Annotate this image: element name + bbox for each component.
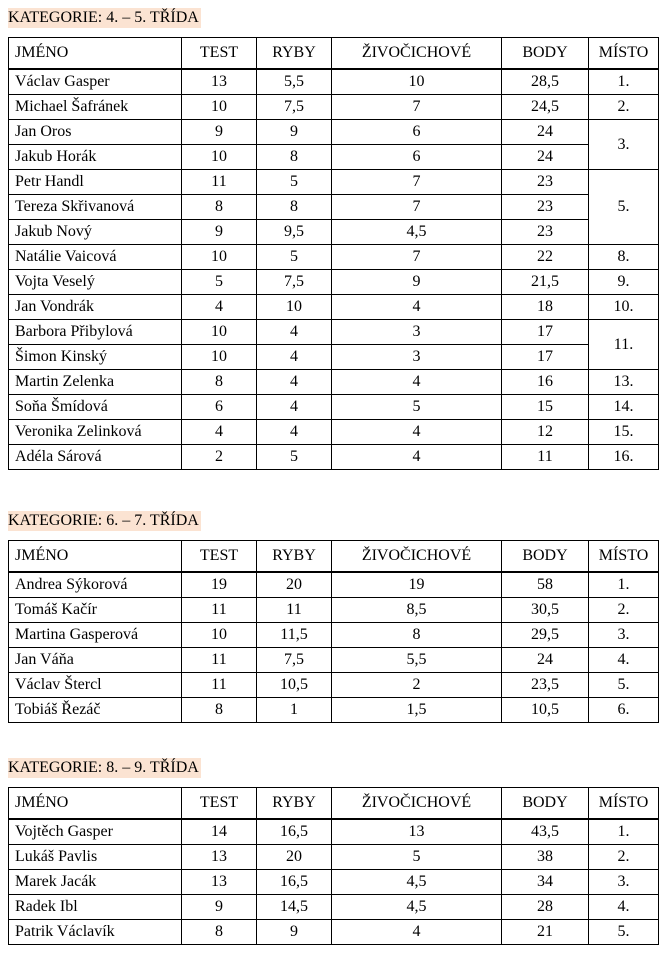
cell-name: Tobiáš Řezáč — [9, 698, 182, 723]
column-header-body: BODY — [502, 38, 589, 70]
cell-zivocichove: 5 — [332, 395, 502, 420]
header-row — [9, 38, 659, 70]
cell-test: 11 — [182, 170, 257, 195]
cell-name: Radek Ibl — [9, 895, 182, 920]
cell-zivocichove: 19 — [332, 572, 502, 598]
cell-misto: 1. — [589, 819, 659, 845]
cell-zivocichove: 4 — [332, 370, 502, 395]
cell-test: 13 — [182, 845, 257, 870]
cell-ryby: 20 — [257, 845, 332, 870]
cell-name: Jan Vondrák — [9, 295, 182, 320]
cell-ryby: 4 — [257, 395, 332, 420]
cell-body: 24,5 — [502, 95, 589, 120]
cell-body: 10,5 — [502, 698, 589, 723]
cell-misto: 1. — [589, 572, 659, 598]
table-row — [9, 245, 659, 270]
results-table — [8, 787, 659, 945]
cell-misto: 4. — [589, 648, 659, 673]
column-header-misto: MÍSTO — [589, 541, 659, 573]
cell-misto: 5. — [589, 170, 659, 245]
column-header-test: TEST — [182, 38, 257, 70]
cell-name: Vojtěch Gasper — [9, 819, 182, 845]
cell-ryby: 7,5 — [257, 95, 332, 120]
column-header-body: BODY — [502, 541, 589, 573]
cell-name: Vojta Veselý — [9, 270, 182, 295]
cell-body: 24 — [502, 120, 589, 145]
cell-name: Jan Váňa — [9, 648, 182, 673]
cell-body: 11 — [502, 445, 589, 470]
cell-body: 34 — [502, 870, 589, 895]
table-row — [9, 220, 659, 245]
cell-test: 10 — [182, 145, 257, 170]
cell-test: 9 — [182, 895, 257, 920]
cell-name: Patrik Václavík — [9, 920, 182, 945]
cell-body: 23,5 — [502, 673, 589, 698]
table-row — [9, 572, 659, 598]
table-row — [9, 648, 659, 673]
cell-zivocichove: 5,5 — [332, 648, 502, 673]
cell-zivocichove: 10 — [332, 69, 502, 95]
cell-test: 4 — [182, 295, 257, 320]
cell-zivocichove: 4 — [332, 445, 502, 470]
cell-body: 17 — [502, 320, 589, 345]
column-header-ryby: RYBY — [257, 788, 332, 820]
cell-test: 10 — [182, 95, 257, 120]
cell-test: 10 — [182, 320, 257, 345]
table-row — [9, 395, 659, 420]
cell-test: 10 — [182, 245, 257, 270]
cell-zivocichove: 8,5 — [332, 598, 502, 623]
cell-test: 19 — [182, 572, 257, 598]
column-header-zivocichove: ŽIVOČICHOVÉ — [332, 788, 502, 820]
cell-misto: 14. — [589, 395, 659, 420]
category-title: KATEGORIE: 6. – 7. TŘÍDA — [8, 512, 199, 529]
table-row — [9, 598, 659, 623]
cell-ryby: 4 — [257, 370, 332, 395]
cell-zivocichove: 7 — [332, 95, 502, 120]
table-row — [9, 420, 659, 445]
cell-name: Veronika Zelinková — [9, 420, 182, 445]
table-row — [9, 673, 659, 698]
cell-name: Martin Zelenka — [9, 370, 182, 395]
cell-test: 8 — [182, 195, 257, 220]
cell-ryby: 5 — [257, 170, 332, 195]
cell-zivocichove: 6 — [332, 120, 502, 145]
cell-ryby: 16,5 — [257, 870, 332, 895]
cell-ryby: 20 — [257, 572, 332, 598]
cell-ryby: 11,5 — [257, 623, 332, 648]
cell-misto: 2. — [589, 845, 659, 870]
cell-ryby: 8 — [257, 195, 332, 220]
cell-misto: 2. — [589, 598, 659, 623]
cell-body: 29,5 — [502, 623, 589, 648]
cell-test: 5 — [182, 270, 257, 295]
table-row — [9, 819, 659, 845]
cell-name: Václav Gasper — [9, 69, 182, 95]
column-header-test: TEST — [182, 541, 257, 573]
table-row — [9, 445, 659, 470]
cell-misto: 5. — [589, 920, 659, 945]
cell-misto: 16. — [589, 445, 659, 470]
cell-test: 9 — [182, 220, 257, 245]
cell-name: Barbora Přibylová — [9, 320, 182, 345]
cell-ryby: 9 — [257, 920, 332, 945]
column-header-test: TEST — [182, 788, 257, 820]
cell-body: 23 — [502, 195, 589, 220]
cell-test: 10 — [182, 345, 257, 370]
cell-zivocichove: 3 — [332, 320, 502, 345]
results-table — [8, 37, 659, 470]
table-row — [9, 170, 659, 195]
cell-ryby: 10 — [257, 295, 332, 320]
cell-ryby: 4 — [257, 345, 332, 370]
cell-zivocichove: 2 — [332, 673, 502, 698]
cell-name: Marek Jacák — [9, 870, 182, 895]
cell-ryby: 4 — [257, 320, 332, 345]
cell-test: 2 — [182, 445, 257, 470]
cell-ryby: 4 — [257, 420, 332, 445]
cell-ryby: 9,5 — [257, 220, 332, 245]
cell-zivocichove: 8 — [332, 623, 502, 648]
column-header-misto: MÍSTO — [589, 788, 659, 820]
cell-name: Soňa Šmídová — [9, 395, 182, 420]
cell-misto: 4. — [589, 895, 659, 920]
cell-misto: 6. — [589, 698, 659, 723]
category-title: KATEGORIE: 8. – 9. TŘÍDA — [8, 759, 199, 776]
cell-name: Adéla Sárová — [9, 445, 182, 470]
cell-name: Andrea Sýkorová — [9, 572, 182, 598]
cell-misto: 15. — [589, 420, 659, 445]
cell-test: 8 — [182, 698, 257, 723]
cell-name: Tereza Skřivanová — [9, 195, 182, 220]
cell-body: 28,5 — [502, 69, 589, 95]
column-header-body: BODY — [502, 788, 589, 820]
table-row — [9, 69, 659, 95]
cell-misto: 3. — [589, 870, 659, 895]
header-row — [9, 541, 659, 573]
column-header-name: JMÉNO — [9, 788, 182, 820]
cell-test: 11 — [182, 673, 257, 698]
cell-test: 9 — [182, 120, 257, 145]
table-row — [9, 120, 659, 145]
cell-ryby: 11 — [257, 598, 332, 623]
cell-zivocichove: 4,5 — [332, 870, 502, 895]
cell-body: 24 — [502, 648, 589, 673]
cell-misto: 10. — [589, 295, 659, 320]
cell-misto: 11. — [589, 320, 659, 370]
cell-name: Martina Gasperová — [9, 623, 182, 648]
table-row — [9, 623, 659, 648]
cell-zivocichove: 6 — [332, 145, 502, 170]
cell-name: Lukáš Pavlis — [9, 845, 182, 870]
table-row — [9, 870, 659, 895]
cell-misto: 3. — [589, 623, 659, 648]
cell-ryby: 5 — [257, 445, 332, 470]
cell-zivocichove: 13 — [332, 819, 502, 845]
cell-ryby: 10,5 — [257, 673, 332, 698]
cell-zivocichove: 9 — [332, 270, 502, 295]
table-row — [9, 370, 659, 395]
cell-test: 8 — [182, 370, 257, 395]
table-row — [9, 295, 659, 320]
cell-name: Šimon Kinský — [9, 345, 182, 370]
cell-name: Natálie Vaicová — [9, 245, 182, 270]
column-header-name: JMÉNO — [9, 541, 182, 573]
cell-body: 15 — [502, 395, 589, 420]
cell-zivocichove: 3 — [332, 345, 502, 370]
cell-misto: 3. — [589, 120, 659, 170]
cell-zivocichove: 1,5 — [332, 698, 502, 723]
cell-ryby: 7,5 — [257, 648, 332, 673]
cell-misto: 9. — [589, 270, 659, 295]
table-row — [9, 920, 659, 945]
table-row — [9, 270, 659, 295]
cell-name: Michael Šafránek — [9, 95, 182, 120]
cell-test: 13 — [182, 870, 257, 895]
cell-body: 21,5 — [502, 270, 589, 295]
cell-misto: 5. — [589, 673, 659, 698]
cell-body: 58 — [502, 572, 589, 598]
column-header-name: JMÉNO — [9, 38, 182, 70]
cell-body: 21 — [502, 920, 589, 945]
cell-misto: 1. — [589, 69, 659, 95]
cell-ryby: 5,5 — [257, 69, 332, 95]
cell-name: Petr Handl — [9, 170, 182, 195]
cell-test: 14 — [182, 819, 257, 845]
table-row — [9, 195, 659, 220]
cell-ryby: 9 — [257, 120, 332, 145]
category-title-wrap — [8, 8, 201, 28]
table-row — [9, 320, 659, 345]
cell-ryby: 8 — [257, 145, 332, 170]
cell-zivocichove: 7 — [332, 245, 502, 270]
column-header-zivocichove: ŽIVOČICHOVÉ — [332, 38, 502, 70]
cell-test: 11 — [182, 598, 257, 623]
cell-body: 16 — [502, 370, 589, 395]
column-header-ryby: RYBY — [257, 541, 332, 573]
cell-ryby: 7,5 — [257, 270, 332, 295]
cell-test: 11 — [182, 648, 257, 673]
table-row — [9, 145, 659, 170]
cell-zivocichove: 4 — [332, 920, 502, 945]
results-table — [8, 540, 659, 723]
cell-misto: 2. — [589, 95, 659, 120]
cell-test: 6 — [182, 395, 257, 420]
category-title-wrap — [8, 758, 201, 778]
table-row — [9, 95, 659, 120]
cell-test: 13 — [182, 69, 257, 95]
cell-name: Jan Oros — [9, 120, 182, 145]
cell-zivocichove: 4,5 — [332, 895, 502, 920]
table-row — [9, 345, 659, 370]
cell-ryby: 5 — [257, 245, 332, 270]
category-title-wrap — [8, 511, 201, 531]
cell-zivocichove: 4,5 — [332, 220, 502, 245]
cell-name: Tomáš Kačír — [9, 598, 182, 623]
cell-misto: 13. — [589, 370, 659, 395]
category-title: KATEGORIE: 4. – 5. TŘÍDA — [8, 9, 199, 26]
cell-zivocichove: 7 — [332, 170, 502, 195]
cell-zivocichove: 4 — [332, 295, 502, 320]
cell-ryby: 14,5 — [257, 895, 332, 920]
cell-body: 23 — [502, 220, 589, 245]
table-row — [9, 845, 659, 870]
cell-body: 43,5 — [502, 819, 589, 845]
cell-name: Václav Štercl — [9, 673, 182, 698]
cell-body: 17 — [502, 345, 589, 370]
column-header-misto: MÍSTO — [589, 38, 659, 70]
cell-name: Jakub Horák — [9, 145, 182, 170]
cell-ryby: 1 — [257, 698, 332, 723]
header-row — [9, 788, 659, 820]
cell-body: 28 — [502, 895, 589, 920]
cell-body: 18 — [502, 295, 589, 320]
cell-test: 8 — [182, 920, 257, 945]
cell-name: Jakub Nový — [9, 220, 182, 245]
column-header-zivocichove: ŽIVOČICHOVÉ — [332, 541, 502, 573]
cell-body: 22 — [502, 245, 589, 270]
cell-body: 30,5 — [502, 598, 589, 623]
cell-misto: 8. — [589, 245, 659, 270]
table-row — [9, 698, 659, 723]
cell-body: 24 — [502, 145, 589, 170]
cell-body: 38 — [502, 845, 589, 870]
column-header-ryby: RYBY — [257, 38, 332, 70]
table-row — [9, 895, 659, 920]
cell-test: 10 — [182, 623, 257, 648]
cell-ryby: 16,5 — [257, 819, 332, 845]
cell-body: 12 — [502, 420, 589, 445]
cell-body: 23 — [502, 170, 589, 195]
cell-test: 4 — [182, 420, 257, 445]
cell-zivocichove: 7 — [332, 195, 502, 220]
cell-zivocichove: 4 — [332, 420, 502, 445]
cell-zivocichove: 5 — [332, 845, 502, 870]
